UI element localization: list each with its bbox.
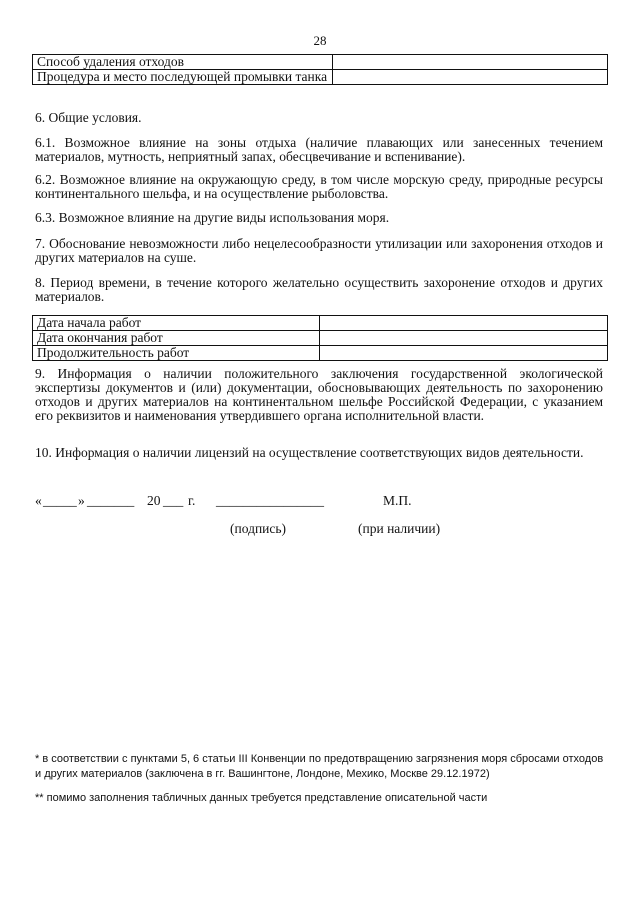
table-cell-value	[320, 346, 608, 361]
table-cell-label: Дата начала работ	[33, 316, 320, 331]
day-blank: _____	[43, 493, 77, 508]
year-blank: ___	[163, 493, 184, 508]
table-row	[33, 346, 608, 361]
section-10: 10. Информация о наличии лицензий на осуществление соответствующих видов деятельности.	[35, 445, 584, 460]
table-row	[33, 316, 608, 331]
signature-caption: (подпись)	[230, 521, 287, 536]
table-cell-label: Процедура и место последующей промывки танка	[33, 70, 333, 85]
signature-line	[35, 493, 603, 511]
section-9: 9. Информация о наличии положительного заключения государственной экологической экспертизы документов и (или) документации, обосновывающих деятельность по захоронению отходов и других материалов на континентальном шельфе Российской Федерации, с указанием его реквизитов и наименования утвердившего органа исполнительной власти.	[35, 366, 603, 423]
month-blank: _______	[87, 493, 135, 508]
date-close-quote: »	[78, 493, 85, 508]
table-row	[33, 70, 608, 85]
section-7: 7. Обоснование невозможности либо нецелесообразности утилизации или захоронения отходов и других материалов на суше.	[35, 236, 603, 265]
section-6-2: 6.2. Возможное влияние на окружающую среду, в том числе морскую среду, природные ресурсы континентального шельфа, и на осуществление рыболовства.	[35, 172, 603, 201]
table-cell-label: Дата окончания работ	[33, 331, 320, 346]
signature-blank: ________________	[216, 493, 324, 508]
seal-caption: (при наличии)	[358, 521, 441, 536]
page-number: 28	[313, 33, 327, 48]
work-dates-table	[32, 315, 608, 361]
disposal-table	[32, 54, 608, 85]
year-prefix: 20	[147, 493, 161, 508]
table-row	[33, 331, 608, 346]
table-cell-value	[333, 55, 608, 70]
table-cell-label: Способ удаления отходов	[33, 55, 333, 70]
footnote-1: * в соответствии с пунктами 5, 6 статьи III Конвенции по предотвращению загрязнения моря сбросами отходов и других материалов (заключена в гг. Вашингтоне, Лондоне, Мехико, Москве 29.12.1972)	[35, 753, 604, 780]
section-8: 8. Период времени, в течение которого желательно осуществить захоронение отходов и других материалов.	[35, 275, 603, 304]
table-row	[33, 55, 608, 70]
date-open-quote: «	[35, 493, 42, 508]
section-6-1: 6.1. Возможное влияние на зоны отдыха (наличие плавающих или занесенных течением материалов, мутность, неприятный запах, обесцвечивание и вспенивание).	[35, 135, 603, 164]
table-cell-label: Продолжительность работ	[33, 346, 320, 361]
section-6-3: 6.3. Возможное влияние на другие виды использования моря.	[35, 210, 390, 225]
footnote-2: ** помимо заполнения табличных данных требуется представление описательной части	[35, 792, 488, 804]
seal-label: М.П.	[383, 493, 412, 508]
table-cell-value	[320, 316, 608, 331]
table-cell-value	[333, 70, 608, 85]
year-suffix: г.	[188, 493, 196, 508]
section-6-heading: 6. Общие условия.	[35, 110, 142, 125]
table-cell-value	[320, 331, 608, 346]
